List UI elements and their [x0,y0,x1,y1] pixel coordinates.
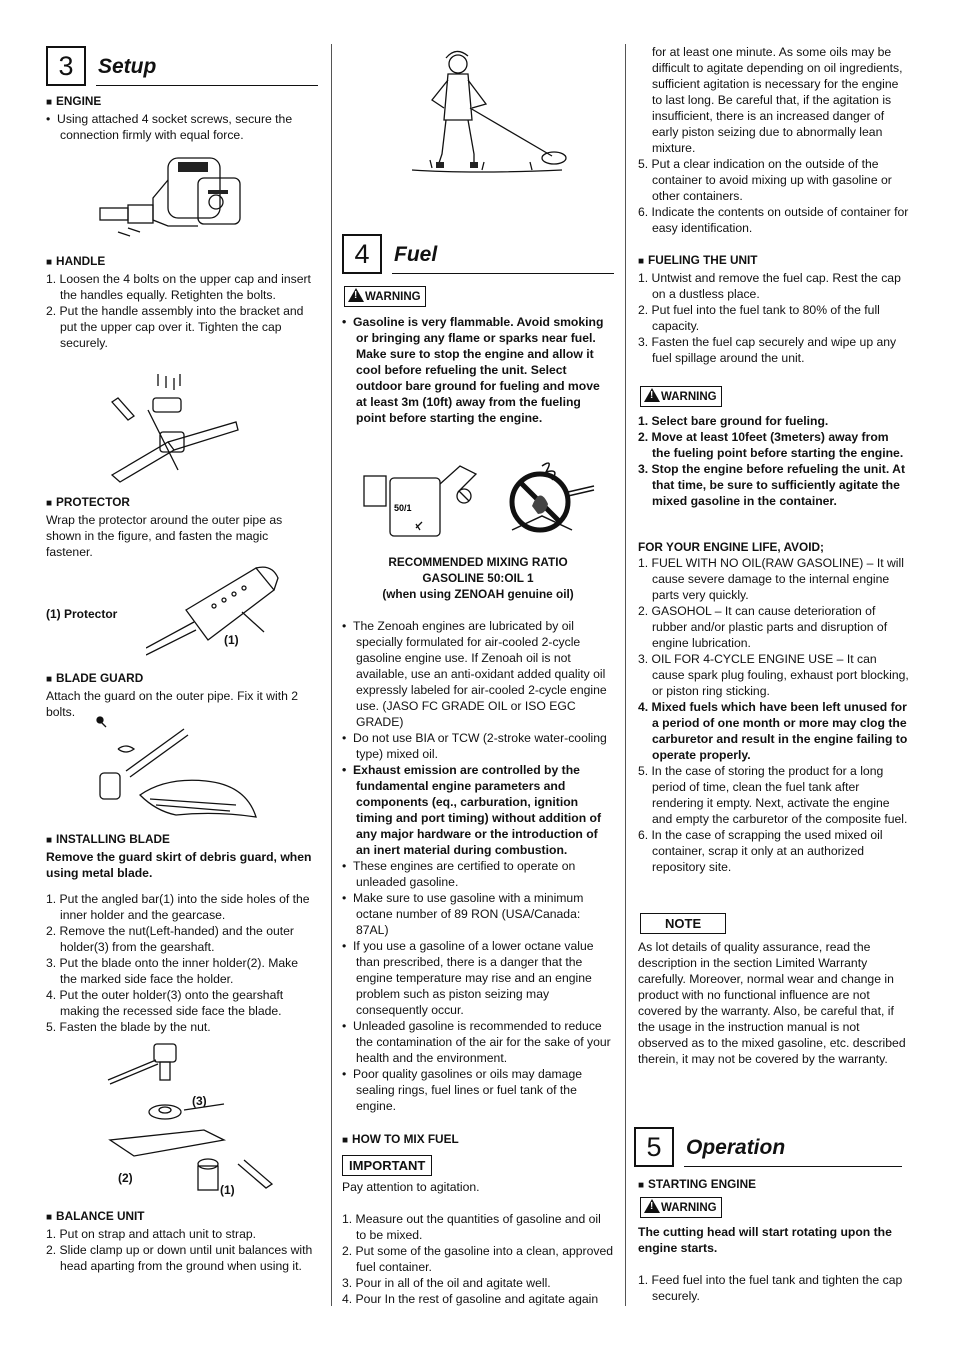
blade-callout-1: (1) [220,1183,235,1197]
installing-step-5: 5. Fasten the blade by the nut. [46,1020,211,1034]
column-divider-right [625,44,626,1306]
protector-heading: ■ PROTECTOR [46,494,318,512]
fuel-bullet-list [342,618,614,1114]
protector-text: Wrap the protector around the outer pipe as shown in the figure, and fasten the magic fastener. [46,513,283,559]
mix-continued-block [638,44,910,236]
section-title: Fuel [394,243,438,266]
blade-callout-2: (2) [118,1171,133,1185]
avoid-item-2: 2. GASOHOL – It can cause deterioration of rubber and/or plastic parts and disruption of engine lubrication. [638,604,888,650]
blade-guard-heading: ■ BLADE GUARD [46,670,318,688]
starting-steps [638,1272,910,1304]
fuel-bullet: • Unleaded gasoline is recommended to reduce the contamination of the air for the sake of your health and the environment. [342,1019,611,1065]
fueling-warning-1: 1. Select bare ground for fueling. [638,414,829,428]
mix-step-5: 5. Put a clear indication on the outside of the container to avoid mixing up with gasoline or other containers. [638,157,892,203]
mix-step-3: 3. Pour in all of the oil and agitate well. [342,1276,551,1290]
warning-label: WARNING [365,291,421,303]
balance-step-2: 2. Slide clamp up or down until unit balances with head aparting from the ground when using it. [46,1243,313,1273]
fueling-warning-2: 2. Move at least 10feet (3meters) away from the fueling point before starting the engine. [638,430,904,460]
warning-icon [644,1199,660,1213]
installing-step-4: 4. Put the outer holder(3) onto the gearshaft making the recessed side face the blade. [46,988,284,1018]
installing-step-3: 3. Put the blade onto the inner holder(2). Make the marked side face the holder. [46,956,299,986]
mix-continued-text: for at least one minute. As some oils may be difficult to agitate depending on oil ingredients, sufficient agitation is necessary for the engine to last long. Be careful that, if the agitation is insufficient, there is an increased danger of early piston seizing due to abnormally lean mixture. [652,45,903,155]
installing-blade-block [46,831,318,1035]
starting-step-1: 1. Feed fuel into the fuel tank and tighten the cap securely. [638,1273,903,1303]
protector-label: (1) Protector [46,607,118,621]
balance-unit-block [46,1208,318,1274]
column-divider-left [331,44,332,1306]
avoid-item-6: 6. In the case of scrapping the used mixed oil container, scrap it only at an authorized repository site. [638,828,883,874]
section-title: Setup [98,55,157,78]
warning-icon [348,288,364,302]
section-header-setup [46,46,318,86]
note-label: NOTE [640,913,726,934]
note-badge [640,913,726,934]
blade-guard-block [46,670,318,720]
ratio-line-2: GASOLINE 50:OIL 1 [422,571,534,585]
fuel-bullet: • Make sure to use gasoline with a minimum octane number of 89 RON (USA/Canada: 87AL) [342,891,584,937]
important-text: Pay attention to agitation. [342,1180,480,1194]
fueling-step-2: 2. Put fuel into the fuel tank to 80% of the full capacity. [638,303,880,333]
fuel-bullet: • The Zenoah engines are lubricated by oil specially formulated for air-cooled 2-cycle gasoline engine use. If Zenoah oil is not available, use an anti-oxidant added quality oil expressly labeled for air-cooled 2-cycle engine use. (JASO FC GRADE OIL or ISO EGC GRADE) [342,619,607,729]
engine-heading: ■ ENGINE [46,93,318,111]
blade-guard-illustration [96,715,266,825]
section-header-operation [634,1127,906,1167]
section-number: 3 [46,46,86,86]
protector-callout: (1) [224,633,239,647]
fueling-step-3: 3. Fasten the fuel cap securely and wipe up any fuel spillage around the unit. [638,335,897,365]
section-rule [392,273,614,274]
warning-icon [644,388,660,402]
avoid-item-5: 5. In the case of storing the product for a long period of time, clean the fuel tank after rendering it empty. Next, activate the engine and empty the carburetor of the composite fuel. [638,764,908,826]
handle-step-1: 1. Loosen the 4 bolts on the upper cap and insert the handles equally. Retighten the bolts. [46,272,311,302]
protector-illustration [146,560,286,660]
can-label: 50/1 [394,503,412,513]
balance-unit-heading: ■ BALANCE UNIT [46,1208,318,1226]
ratio-line-3: (when using ZENOAH genuine oil) [382,587,574,601]
engine-illustration [98,150,248,245]
avoid-item-4: 4. Mixed fuels which have been left unused for a period of one month or more may clog the carburetor and result in the engine failing to operate properly. [638,700,908,762]
protector-block [46,494,318,560]
avoid-item-1: 1. FUEL WITH NO OIL(RAW GASOLINE) – It will cause severe damage to the internal engine parts very quickly. [638,556,904,602]
fuel-bullet: • Exhaust emission are controlled by the fundamental engine parameters and components (eq., carburation, ignition timing and port timing) without addition of any major hardware or the introduction of an inert material during combustion. [342,763,602,857]
handle-illustration [108,370,243,488]
starting-heading: ■ STARTING ENGINE [638,1176,910,1194]
operator-illustration [412,44,572,179]
fueling-warning-badge [640,386,722,407]
balance-step-1: 1. Put on strap and attach unit to strap. [46,1227,257,1241]
mix-step-4: 4. Pour In the rest of gasoline and agitate again [342,1292,599,1306]
section-rule [684,1166,902,1167]
fueling-warning-3: 3. Stop the engine before refueling the unit. At that time, be sure to sufficiently agitate the mixed gasoline in the container. [638,462,906,508]
important-badge: IMPORTANT [342,1155,432,1176]
fuel-bullet: • If you use a gasoline of a lower octane value than prescribed, there is a danger that the engine temperature may rise and an engine problem such as piston seizing may consequently occur. [342,939,594,1017]
avoid-heading: FOR YOUR ENGINE LIFE, AVOID; [638,540,824,554]
section-header-fuel [342,234,614,274]
fuel-bullet: • Do not use BIA or TCW (2-stroke water-cooling type) mixed oil. [342,731,607,761]
warning-label: WARNING [661,1202,717,1214]
section-number: 4 [342,234,382,274]
fueling-block [638,252,910,366]
mixing-ratio [342,554,614,602]
fuel-warning-badge [344,286,426,307]
installing-step-2: 2. Remove the nut(Left-handed) and the outer holder(3) from the gearshaft. [46,924,294,954]
fuel-bullet: • Poor quality gasolines or oils may damage sealing rings, fuel lines or fuel tank of the engine. [342,1067,583,1113]
section-rule [96,85,318,86]
fuel-bullet: • These engines are certified to operate on unleaded gasoline. [342,859,576,889]
starting-warning-badge [640,1197,722,1218]
starting-block [638,1176,910,1194]
handle-step-2: 2. Put the handle assembly into the bracket and put the upper cap over it. Tighten the cap securely. [46,304,304,350]
engine-block [46,93,318,143]
fuel-can-illustration [360,458,480,538]
mix-step-2: 2. Put some of the gasoline into a clean, approved fuel container. [342,1244,614,1274]
section-number: 5 [634,1127,674,1167]
fueling-warning-list [638,413,910,509]
mix-fuel-block [342,1131,614,1307]
section-title: Operation [686,1136,786,1159]
starting-warning-text: The cutting head will start rotating upon the engine starts. [638,1225,892,1255]
blade-guard-text: Attach the guard on the outer pipe. Fix it with 2 bolts. [46,689,299,719]
blade-callout-3: (3) [192,1094,207,1108]
installing-blade-heading: ■ INSTALLING BLADE [46,831,318,849]
no-fire-icon [502,456,600,542]
fueling-step-1: 1. Untwist and remove the fuel cap. Rest the cap on a dustless place. [638,271,901,301]
fuel-warning-text: • Gasoline is very flammable. Avoid smoking or bringing any flame or sparks near fuel. Make sure to stop the engine and allow it cool before refueling the unit. Select outdoor bare ground for fueling and move at least 3m (10ft) away from the fueling point before starting the engine. [342,315,604,425]
mix-step-6: 6. Indicate the contents on outside of container for easy identification. [638,205,909,235]
avoid-block [638,539,910,875]
avoid-item-3: 3. OIL FOR 4-CYCLE ENGINE USE – It can cause spark plug fouling, exhaust port blocking, or piston ring sticking. [638,652,909,698]
installing-step-1: 1. Put the angled bar(1) into the side holes of the inner holder and the gearcase. [46,892,310,922]
warning-label: WARNING [661,391,717,403]
installing-blade-note: Remove the guard skirt of debris guard, when using metal blade. [46,850,312,880]
handle-heading: ■ HANDLE [46,253,318,271]
note-text: As lot details of quality assurance, read the description in the section Limited Warranty carefully. Moreover, normal wear and change in product with no functional influence are not covered by the warranty. Also, be careful that, if the usage in the instruction manual is not observed as to the mixed gasoline, etc. described therein, it may not be covered by the warranty. [638,940,906,1066]
mix-fuel-heading: ■ HOW TO MIX FUEL [342,1131,614,1149]
ratio-line-1: RECOMMENDED MIXING RATIO [388,555,568,569]
handle-block [46,253,318,351]
fueling-heading: ■ FUELING THE UNIT [638,252,910,270]
mix-step-1: 1. Measure out the quantities of gasoline and oil to be mixed. [342,1212,601,1242]
engine-text: • Using attached 4 socket screws, secure the connection firmly with equal force. [46,112,293,142]
